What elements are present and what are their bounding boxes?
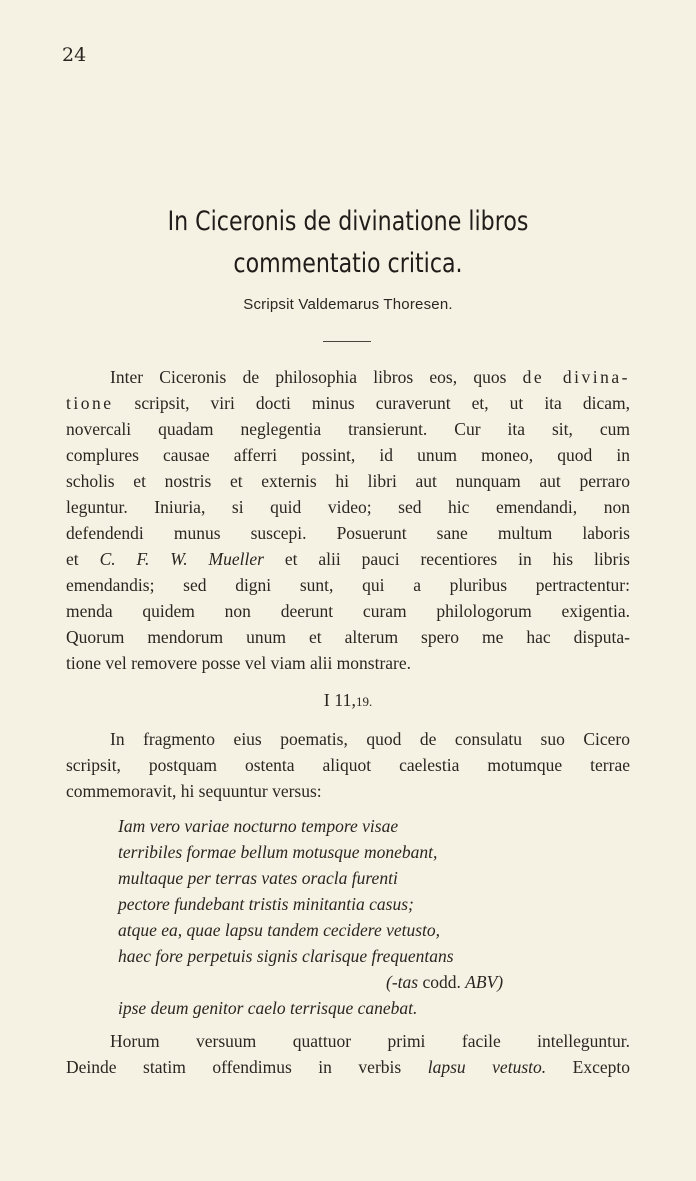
page-number: 24 (62, 44, 87, 66)
text-line: et C. F. W. Mueller et alii pauci recentiores in his libris (66, 549, 630, 569)
verse-line: ipse deum genitor caelo terrisque canebat. (118, 998, 418, 1018)
text-line: Horum versuum quattuor primi facile intelleguntur. (110, 1031, 630, 1051)
verse-line: haec fore perpetuis signis clarisque frequentans (118, 946, 454, 966)
text-line: Deinde statim offendimus in verbis lapsu vetusto. Excepto (66, 1057, 630, 1077)
text-line: defendendi munus suscepi. Posuerunt sane multum laboris (66, 523, 630, 543)
text-line: emendandis; sed digni sunt, qui a pluribus pertractentur: (66, 575, 630, 595)
verse-quotation (118, 813, 598, 1021)
text-line: novercali quadam neglegentia transierunt. Cur ita sit, cum (66, 419, 630, 439)
paragraph-fragment (66, 726, 630, 804)
verse-line: Iam vero variae nocturno tempore visae (118, 816, 399, 836)
text-line: Inter Ciceronis de philosophia libros eos, quos de divina- (110, 367, 630, 387)
text-line: commemoravit, hi sequuntur versus: (66, 781, 322, 801)
section-heading: I 11,19. (323, 690, 373, 710)
verse-line: pectore fundebant tristis minitantia casus; (118, 894, 414, 914)
text-line: leguntur. Iniuria, si quid video; sed hic emendandi, non (66, 497, 630, 517)
verse-line: multaque per terras vates oracla furenti (118, 868, 398, 888)
text-line: In fragmento eius poematis, quod de consulatu suo Cicero (110, 729, 630, 749)
text-line: Quorum mendorum unum et alterum spero me hac disputa- (66, 627, 630, 647)
text-line: complures causae afferri possint, id unum moneo, quod in (66, 445, 630, 465)
text-line: menda quidem non deerunt curam philologorum exigentia. (66, 601, 630, 621)
verse-variant-note: (-tas codd. ABV) (386, 972, 504, 992)
text-line: scholis et nostris et externis hi libri aut nunquam aut perraro (66, 471, 630, 491)
text-line: tione scripsit, viri docti minus curaverunt et, ut ita dicam, (66, 393, 630, 413)
verse-line: terribiles formae bellum motusque monebant, (118, 842, 438, 862)
title-line-1: In Ciceronis de divinatione libros (167, 206, 529, 237)
paragraph-intro (66, 364, 630, 676)
divider-rule (323, 341, 371, 342)
title-line-2: commentatio critica. (233, 248, 463, 279)
text-line: scripsit, postquam ostenta aliquot caelestia motumque terrae (66, 755, 630, 775)
verse-line: atque ea, quae lapsu tandem cecidere vetusto, (118, 920, 441, 940)
paragraph-commentary (66, 1028, 630, 1080)
text-line: tione vel removere posse vel viam alii monstrare. (66, 653, 412, 673)
byline: Scripsit Valdemarus Thoresen. (243, 296, 453, 313)
